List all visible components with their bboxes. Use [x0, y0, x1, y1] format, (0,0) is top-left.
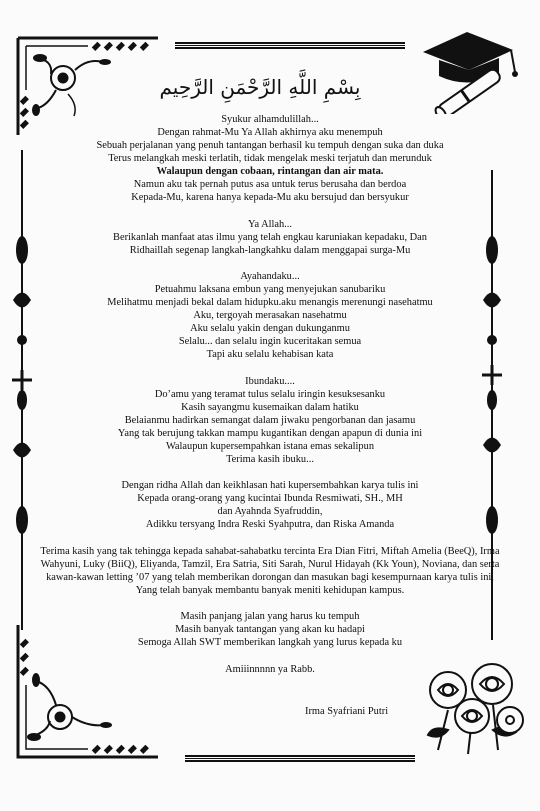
text-line: Selalu... dan selalu ingin kuceritakan semua — [178, 336, 362, 347]
graduation-cap-icon — [415, 24, 525, 114]
text-line: Berikanlah manfaat atas ilmu yang telah engkau karuniakan kepadaku, Dan — [113, 231, 427, 243]
vertical-scroll-ornament-left — [10, 150, 34, 630]
stanza — [38, 375, 502, 466]
text-line: Terus melangkah meski terlatih, tidak mengelak meski terjatuh dan merunduk — [108, 153, 432, 164]
text-line: Ridhaillah segenap langkah-langkahku dalam menggapai surga-Mu — [129, 244, 411, 256]
text-line: Walaupun kupersempahkan istana emas sekalipun — [165, 440, 375, 452]
top-rule — [175, 42, 405, 49]
text-line: Syukur alhamdulillah... — [221, 114, 319, 125]
dedication-text — [38, 113, 502, 689]
text-line: Petuahmu laksana embun yang menyejukan sanubariku — [154, 284, 386, 295]
text-line: Do’amu yang teramat tulus selalu iringin kesuksesanku — [154, 388, 386, 400]
floral-corner-ornament-bottom-left — [8, 625, 168, 765]
bottom-rule — [185, 755, 415, 762]
text-line: Dengan rahmat-Mu Ya Allah akhirnya aku menempuh — [157, 127, 383, 138]
text-line: Masih panjang jalan yang harus ku tempuh — [180, 611, 360, 622]
text-line: Terima kasih ibuku... — [226, 453, 314, 465]
roses-bouquet-icon — [418, 650, 530, 762]
text-line: Kepada orang-orang yang kucintai Ibunda Resmiwati, SH., MH — [137, 493, 403, 504]
text-line: Masih banyak tantangan yang akan ku hadapi — [175, 624, 365, 635]
text-line: Kasih sayangmu kusemaikan dalam hatiku — [181, 401, 359, 413]
text-line: Kepada-Mu, karena hanya kepada-Mu aku bersujud dan bersyukur — [131, 192, 409, 203]
text-line: Amiiinnnnn ya Rabb. — [225, 663, 315, 675]
stanza — [38, 270, 502, 361]
text-line: Aku selalu yakin dengan dukunganmu — [190, 323, 350, 334]
text-line: Aku, tergoyah merasakan nasehatmu — [193, 310, 347, 321]
text-line: Ayahandaku... — [240, 271, 300, 282]
text-line: Belaianmu hadirkan semangat dalam jiwaku pengorbanan dan jasamu — [124, 414, 416, 426]
text-line: Yang tak berujung takkan mampu kugantikan dengan apapun di dunia ini — [117, 427, 423, 439]
text-line: Yang telah banyak membantu banyak meniti kehidupan kampus. — [135, 584, 405, 596]
text-line: Dengan ridha Allah dan keikhlasan hati kupersembahkan karya tulis ini — [121, 480, 419, 491]
stanza — [38, 113, 502, 204]
text-line: Namun aku tak pernah putus asa untuk terus berusaha dan berdoa — [133, 179, 407, 190]
signature-name: Irma Syafriani Putri — [305, 706, 389, 717]
basmala-calligraphy: بِسْمِ اللَّهِ الرَّحْمَنِ الرَّحِيم — [159, 75, 361, 99]
text-line: dan Ayahnda Syafruddin, — [217, 506, 323, 517]
stanza — [38, 218, 502, 257]
text-line: Tapi aku selalu kehabisan kata — [206, 349, 334, 360]
text-line: Sebuah perjalanan yang penuh tantangan berhasil ku tempuh dengan suka dan duka — [96, 140, 444, 151]
text-line: Semoga Allah SWT memberikan langkah yang lurus kepada ku — [137, 637, 403, 648]
text-line: Ibundaku.... — [245, 375, 295, 387]
text-line: Adikku tersyang Indra Reski Syahputra, dan Riska Amanda — [145, 519, 395, 530]
stanza — [38, 479, 502, 531]
text-line: Ya Allah... — [248, 218, 292, 230]
stanza — [38, 545, 502, 597]
text-line: Walaupun dengan cobaan, rintangan dan air mata. — [156, 166, 384, 177]
text-line: Melihatmu menjadi bekal dalam hidupku.aku menangis merenungi nasehatmu — [107, 297, 433, 308]
text-line: Terima kasih yang tak tehingga kepada sahabat-sahabatku tercinta Era Dian Fitri, Miftah Amelia (BeeQ), Irma Wahyuni, Luky (BiiQ), Eliyanda, Tamzil, Era Satria, Siti Sarah, Nurul Hidayah (Kk Youn), Noviana, dan serta kawan-kawan letting ’07 yang telah memberikan dorongan dan masukan bagi kesempurnaan karya tulis ini, — [40, 545, 500, 583]
